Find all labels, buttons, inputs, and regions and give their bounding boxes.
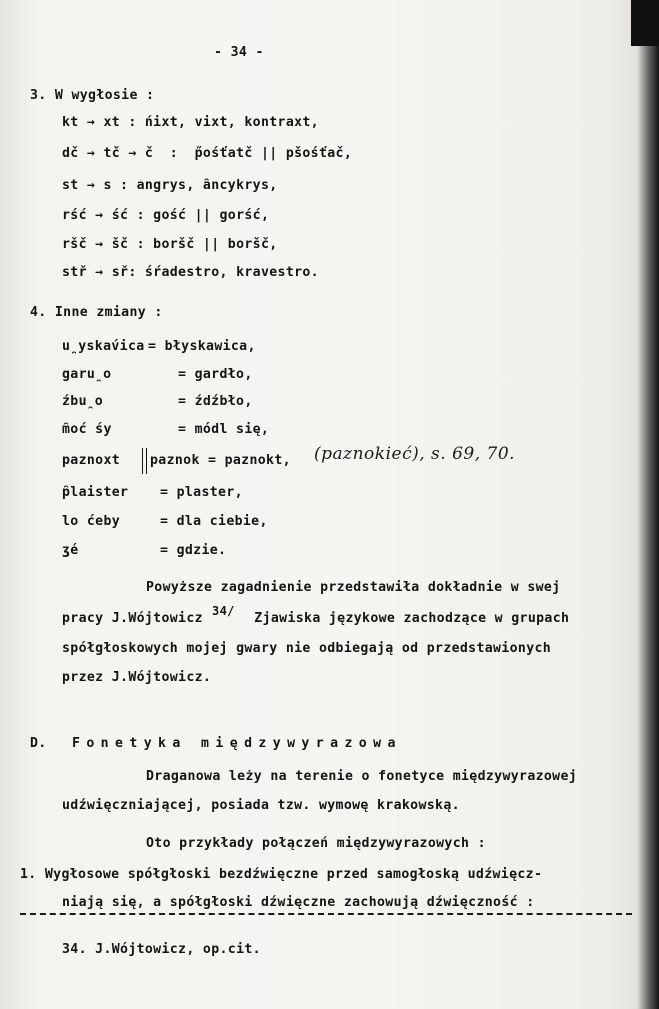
paragraph-line: przez J.Wójtowicz. xyxy=(62,670,212,685)
change-form: ʒ́e xyxy=(62,543,79,558)
section-d-letter: D. xyxy=(30,736,47,751)
change-standard: = módl się, xyxy=(178,422,270,437)
handwritten-note: (paznokieć), s. 69, 70. xyxy=(314,444,516,464)
change-form: p̑laister xyxy=(62,485,129,500)
paragraph-line: pracy J.Wójtowicz xyxy=(62,611,203,626)
examples-intro: Oto przykłady połączeń międzywyrazowych : xyxy=(146,836,486,851)
change-form: lo ćeby xyxy=(62,514,121,529)
section-4-heading: 4. Inne zmiany : xyxy=(30,305,163,320)
item-1-line-2: niają się, a spółgłoski dźwięczne zachowują dźwięczność : xyxy=(62,895,535,910)
change-standard: = źdźbło, xyxy=(178,394,253,409)
change-standard: = błyskawica, xyxy=(148,339,256,354)
scan-shadow-corner xyxy=(631,0,659,46)
change-standard: = gdzie. xyxy=(160,543,227,558)
section-d-paragraph-line: udźwięczniającej, posiada tzw. wymowę krakowską. xyxy=(62,798,460,813)
change-form: m̑oć śy xyxy=(62,422,112,437)
change-standard: paznok = paznokt, xyxy=(150,453,291,468)
paragraph-line: Zjawiska językowe zachodzące w grupach xyxy=(246,611,570,626)
paragraph-line: spółgłoskowych mojej gwary nie odbiegają od przedstawionych xyxy=(62,641,552,656)
change-form: paznoxt xyxy=(62,453,121,468)
section-3-line-5: ršč → šč : boršč || boršč, xyxy=(62,237,278,252)
double-bar-divider xyxy=(142,448,147,474)
section-3-line-2: dč → tč → č : p̋ośťatč || pšośťač, xyxy=(62,146,353,161)
scan-shadow-edge xyxy=(637,0,659,1009)
section-3-heading: 3. W wygłosie : xyxy=(30,88,155,103)
page-number: - 34 - xyxy=(214,45,264,60)
change-standard: = plaster, xyxy=(160,485,243,500)
section-3-line-1: kt → xt : ńixt, vixt, kontraxt, xyxy=(62,115,319,130)
footnote-reference: 34/ xyxy=(212,604,235,618)
section-d-title: Fonetyka międzywyrazowa xyxy=(72,736,402,751)
paragraph-line: Powyższe zagadnienie przedstawiła dokładnie w swej xyxy=(146,580,561,595)
section-3-line-4: rść → ść : gość || gorść, xyxy=(62,208,270,223)
item-1-line-1: 1. Wygłosowe spółgłoski bezdźwięczne przed samogłoską udźwięcz- xyxy=(20,867,543,882)
change-form: u̯yskav́ica xyxy=(62,339,145,354)
footnote-separator xyxy=(20,913,632,915)
section-3-line-3: st → s : angrys, ̑ancykrys, xyxy=(62,178,278,193)
section-3-line-6: stř → sř: śŕadestro, kravestro. xyxy=(62,265,319,280)
footnote: 34. J.Wójtowicz, op.cit. xyxy=(62,942,261,957)
change-form: garu̯o xyxy=(62,367,112,382)
change-standard: = gardło, xyxy=(178,367,253,382)
change-standard: = dla ciebie, xyxy=(160,514,268,529)
change-form: źbu̯o xyxy=(62,394,104,409)
section-d-paragraph-line: Draganowa leży na terenie o fonetyce międzywyrazowej xyxy=(146,769,578,784)
